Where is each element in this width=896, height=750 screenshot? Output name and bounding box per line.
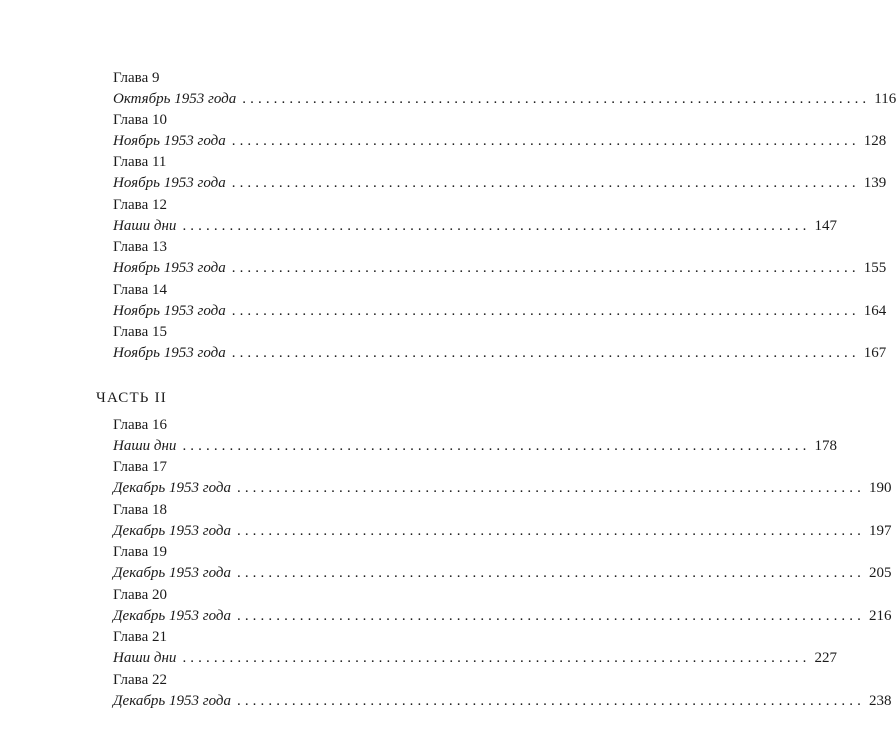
- toc-line: [113, 258, 887, 278]
- toc-line: [113, 606, 892, 626]
- toc-line: [113, 343, 887, 363]
- dot-leader: ................................................................................: [236, 523, 865, 539]
- toc-entry[interactable]: [113, 627, 837, 668]
- dot-leader: ................................................................................: [182, 438, 811, 454]
- chapter-label: Глава 13: [113, 239, 167, 255]
- chapter-title: Ноябрь 1953 года: [113, 260, 226, 276]
- chapter-label: Глава 22: [113, 672, 167, 688]
- dot-leader: ................................................................................: [182, 650, 811, 666]
- toc-entry[interactable]: [113, 542, 892, 583]
- page-number: 205: [868, 565, 892, 581]
- dot-leader: ................................................................................: [231, 260, 860, 276]
- toc-entry[interactable]: [113, 152, 887, 193]
- dot-leader: ................................................................................: [231, 175, 860, 191]
- chapter-label: Глава 10: [113, 112, 167, 128]
- toc-entry[interactable]: [113, 457, 892, 498]
- chapter-title: Ноябрь 1953 года: [113, 175, 226, 191]
- page-number: 178: [814, 438, 837, 454]
- chapter-title: Ноябрь 1953 года: [113, 133, 226, 149]
- chapter-label: Глава 18: [113, 502, 167, 518]
- toc-line: [113, 563, 892, 583]
- chapter-label: Глава 17: [113, 459, 167, 475]
- chapter-label: Глава 14: [113, 282, 167, 298]
- page-number: 227: [814, 650, 837, 666]
- page-number: 147: [814, 218, 837, 234]
- page-number: 197: [868, 523, 892, 539]
- chapter-title: Декабрь 1953 года: [113, 693, 231, 709]
- chapter-label: Глава 15: [113, 324, 167, 340]
- dot-leader: ................................................................................: [236, 693, 865, 709]
- toc-entry[interactable]: [113, 500, 892, 541]
- toc-line: [113, 521, 892, 541]
- dot-leader: ................................................................................: [231, 303, 860, 319]
- page-number: 216: [868, 608, 892, 624]
- dot-leader: ................................................................................: [242, 91, 871, 107]
- page-number: 190: [868, 480, 892, 496]
- dot-leader: ................................................................................: [231, 133, 860, 149]
- toc-line: [113, 648, 837, 668]
- toc-entry[interactable]: [113, 237, 887, 278]
- dot-leader: ................................................................................: [182, 218, 811, 234]
- chapter-title: Ноябрь 1953 года: [113, 345, 226, 361]
- toc-entry[interactable]: [113, 110, 887, 151]
- dot-leader: ................................................................................: [231, 345, 860, 361]
- chapter-title: Декабрь 1953 года: [113, 480, 231, 496]
- chapter-label: Глава 16: [113, 417, 167, 433]
- dot-leader: ................................................................................: [236, 608, 865, 624]
- dot-leader: ................................................................................: [236, 480, 865, 496]
- toc-line: [113, 89, 896, 109]
- toc-entry[interactable]: [113, 585, 892, 626]
- toc-line: [113, 301, 887, 321]
- page-number: 128: [863, 133, 887, 149]
- toc-entry[interactable]: [113, 280, 887, 321]
- chapter-title: Наши дни: [113, 438, 177, 454]
- toc-line: [113, 691, 892, 711]
- chapter-title: Наши дни: [113, 218, 177, 234]
- chapter-label: Глава 21: [113, 629, 167, 645]
- toc-entry[interactable]: [113, 415, 837, 456]
- toc-line: [113, 173, 887, 193]
- page-number: 164: [863, 303, 887, 319]
- chapter-label: Глава 12: [113, 197, 167, 213]
- chapter-title: Декабрь 1953 года: [113, 608, 231, 624]
- chapter-label: Глава 19: [113, 544, 167, 560]
- chapter-title: Октябрь 1953 года: [113, 91, 237, 107]
- dot-leader: ................................................................................: [236, 565, 865, 581]
- page-number: 116: [874, 91, 896, 107]
- chapter-title: Наши дни: [113, 650, 177, 666]
- toc-line: [113, 436, 837, 456]
- chapter-label: Глава 20: [113, 587, 167, 603]
- toc-entry[interactable]: [113, 68, 896, 109]
- chapter-title: Декабрь 1953 года: [113, 565, 231, 581]
- toc-entry[interactable]: [113, 322, 887, 363]
- page-number: 167: [863, 345, 887, 361]
- page-number: 238: [868, 693, 892, 709]
- toc-line: [113, 216, 837, 236]
- part-heading: ЧАСТЬ II: [96, 390, 167, 406]
- toc-entry[interactable]: [113, 195, 837, 236]
- toc-line: [113, 131, 887, 151]
- toc-line: [113, 478, 892, 498]
- chapter-title: Декабрь 1953 года: [113, 523, 231, 539]
- page-number: 155: [863, 260, 887, 276]
- chapter-label: Глава 11: [113, 154, 167, 170]
- page-number: 139: [863, 175, 887, 191]
- chapter-title: Ноябрь 1953 года: [113, 303, 226, 319]
- toc-entry[interactable]: [113, 670, 892, 711]
- chapter-label: Глава 9: [113, 70, 160, 86]
